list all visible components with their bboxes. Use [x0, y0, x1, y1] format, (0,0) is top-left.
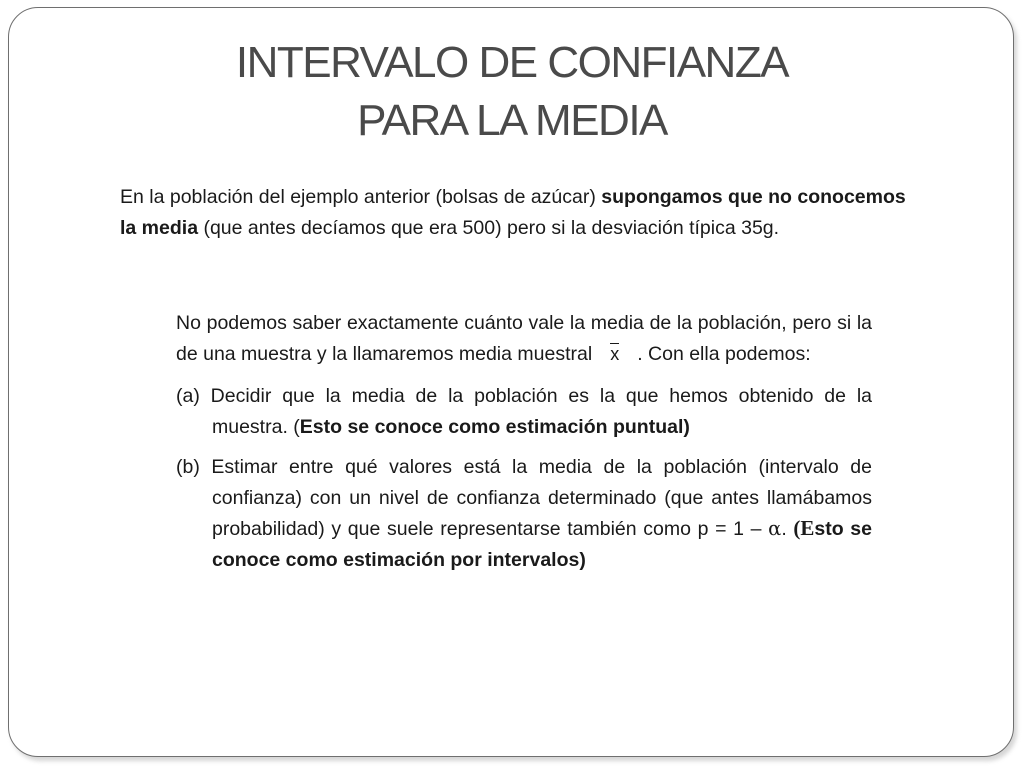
intro-paragraph — [120, 182, 910, 243]
title-line-1: INTERVALO DE CONFIANZA — [235, 38, 789, 87]
list-item-b — [176, 452, 872, 575]
item-b-after-alpha: . — [781, 518, 794, 540]
paragraph-sample-mean — [176, 308, 872, 369]
title-line-2: PARA LA MEDIA — [357, 96, 667, 145]
para1-text-1: No podemos saber exactamente cuánto vale la media de la población, pero si la de una muestra y la llamaremos media muestral — [176, 312, 872, 365]
item-a-text: (a) Decidir que la media de la población es la que hemos obtenido de la muestra. ( — [176, 385, 872, 438]
item-b-bold-open: ( — [793, 516, 801, 540]
list-item-a — [176, 381, 872, 442]
para1-text-2: . Con ella podemos: — [637, 342, 811, 365]
item-b-bold-E: E — [800, 516, 815, 540]
item-b-text: (b) Estimar entre qué valores está la media de la población (intervalo de confianza) con un nivel de confianza determinado (que antes llamábamos probabilidad) y que suele representarse también como p = 1 – — [176, 456, 872, 540]
intro-text-2: (que antes decíamos que era 500) pero si la desviación típica 35g. — [198, 216, 780, 239]
intro-bold: supongamos que no conocemos la media — [120, 186, 906, 239]
item-b-bold: sto se conoce como estimación por intervalos) — [212, 518, 872, 571]
alpha-symbol: α — [768, 517, 782, 540]
body-block — [176, 308, 872, 585]
slide-title — [0, 34, 1024, 150]
x-bar-symbol: x — [610, 339, 619, 370]
item-a-bold: Esto se conoce como estimación puntual) — [299, 415, 690, 438]
intro-text-1: En la población del ejemplo anterior (bolsas de azúcar) — [120, 186, 602, 208]
